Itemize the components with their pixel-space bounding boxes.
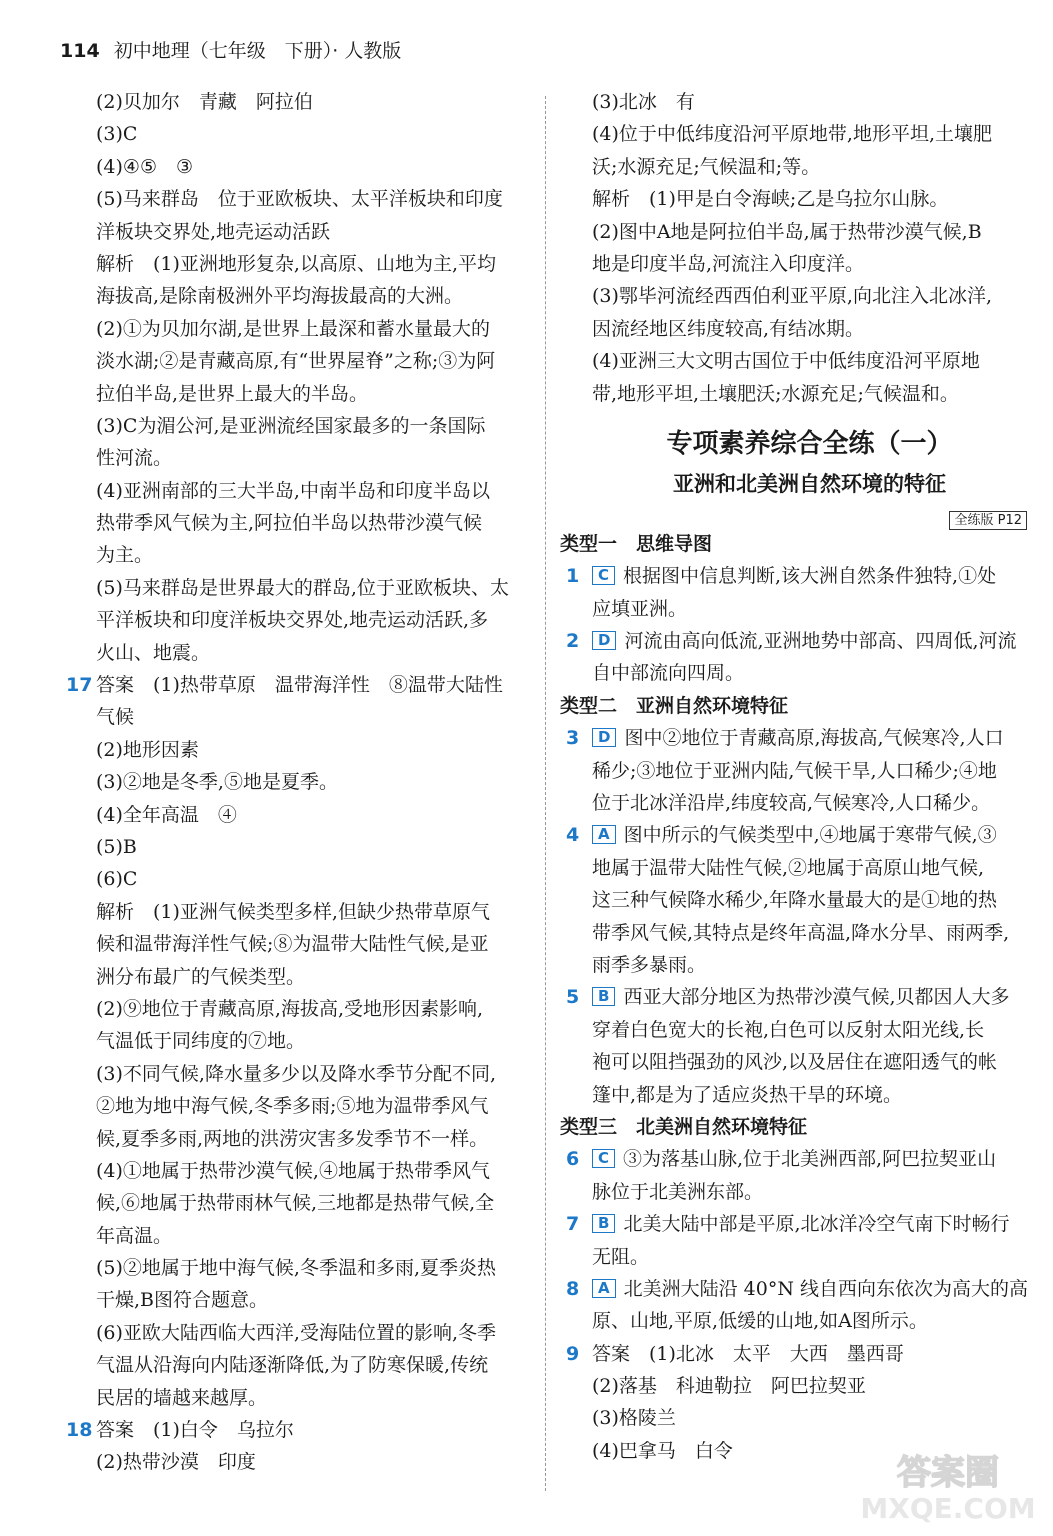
text-line: (2)地形因素 <box>96 738 199 761</box>
question-line <box>592 917 1027 949</box>
question-number: 2 <box>566 630 580 653</box>
section-subtitle: 亚洲和北美洲自然环境的特征 <box>673 471 946 496</box>
question-number: 1 <box>566 565 580 588</box>
question-line <box>566 722 1027 754</box>
answer-box: B <box>592 987 615 1006</box>
question-line <box>592 657 1027 689</box>
text-line: (4)亚洲三大文明古国位于中低纬度沿河平原地 <box>592 350 980 373</box>
text-line: 地是印度半岛,河流注入印度洋。 <box>592 252 865 275</box>
answer-box: A <box>592 1279 616 1298</box>
question-number: 5 <box>566 986 580 1009</box>
text-line: 洋板块交界处,地壳运动活跃 <box>96 220 331 243</box>
question-line <box>566 981 1027 1013</box>
text-line: (4)全年高温 ④ <box>96 803 237 826</box>
text-line: (2)热带沙漠 印度 <box>96 1451 256 1474</box>
text-line: 性河流。 <box>96 447 173 470</box>
question-line <box>592 787 1027 819</box>
text-line: 答案 (1)白令 乌拉尔 <box>96 1419 294 1442</box>
question-text: 稀少;③地位于亚洲内陆,气候干旱,人口稀少;④地 <box>592 759 997 782</box>
question-text: (4)巴拿马 白令 <box>592 1439 733 1462</box>
answer-box: C <box>592 1149 615 1168</box>
right-column <box>560 86 1028 1467</box>
answer-line <box>66 1414 536 1446</box>
question-number: 7 <box>566 1213 580 1236</box>
text-line: 火山、地震。 <box>96 641 211 664</box>
text-line: (6)C <box>96 868 138 891</box>
book-title: 初中地理（七年级 下册）· 人教版 <box>113 40 402 62</box>
text-line: 淡水湖;②是青藏高原,有“世界屋脊”之称;③为阿 <box>96 350 496 373</box>
question-line <box>566 625 1027 657</box>
question-line <box>592 593 1027 625</box>
question-line <box>566 819 1027 851</box>
svg-text:MXQE.COM: MXQE.COM <box>860 1492 1036 1525</box>
question-text: 自中部流向四周。 <box>592 662 745 685</box>
page-header <box>60 36 401 63</box>
text-line: ②地为地中海气候,冬季多雨;⑤地为温带季风气 <box>96 1095 489 1118</box>
type-heading: 类型二 亚洲自然环境特征 <box>560 694 789 717</box>
text-line: (5)马来群岛是世界最大的群岛,位于亚欧板块、太 <box>96 576 509 599</box>
question-line <box>592 1079 1027 1111</box>
svg-text:答案圈: 答案圈 <box>897 1453 999 1493</box>
section-title: 专项素养综合全练（一） <box>666 428 953 459</box>
type-heading: 类型三 北美洲自然环境特征 <box>560 1115 808 1138</box>
answer-box: B <box>592 1214 615 1233</box>
answer-box: C <box>592 566 615 585</box>
question-text: 篷中,都是为了适应炎热干旱的环境。 <box>592 1083 903 1106</box>
text-line: 气候 <box>96 706 135 729</box>
text-line: 年高温。 <box>96 1224 173 1247</box>
question-line <box>592 949 1027 981</box>
question-list <box>560 528 1028 1467</box>
text-line: (5)②地属于地中海气候,冬季温和多雨,夏季炎热 <box>96 1257 496 1280</box>
type-heading: 类型一 思维导图 <box>560 532 713 555</box>
text-line: (4)④⑤ ③ <box>96 155 194 178</box>
answer-box: D <box>592 728 616 747</box>
page-number: 114 <box>60 40 100 62</box>
question-text: (3)格陵兰 <box>592 1407 676 1430</box>
text-line: 因流经地区纬度较高,有结冰期。 <box>592 317 865 340</box>
text-line: 海拔高,是除南极洲外平均海拔最高的大洲。 <box>96 285 464 308</box>
text-line: 答案 (1)热带草原 温带海洋性 ⑧温带大陆性 <box>96 674 503 697</box>
text-line: 洲分布最广的气候类型。 <box>96 965 306 988</box>
analysis-line: 解析 (1)亚洲气候类型多样,但缺少热带草原气 <box>96 900 490 923</box>
text-line: 平洋板块和印度洋板块交界处,地壳运动活跃,多 <box>96 609 489 632</box>
question-text: 穿着白色宽大的长袍,白色可以反射太阳光线,长 <box>592 1018 985 1041</box>
question-text: 应填亚洲。 <box>592 597 688 620</box>
watermark-logo <box>853 1446 1043 1526</box>
question-line <box>592 1305 1027 1337</box>
text-line: (2)图中A地是阿拉伯半岛,属于热带沙漠气候,B <box>592 220 982 243</box>
question-text: 根据图中信息判断,该大洲自然条件独特,①处 <box>623 565 997 588</box>
text-line: (3)鄂毕河流经西西伯利亚平原,向北注入北冰洋, <box>592 285 992 308</box>
text-line: (5)马来群岛 位于亚欧板块、太平洋板块和印度 <box>96 188 503 211</box>
question-line <box>566 1208 1027 1240</box>
question-line <box>592 884 1027 916</box>
analysis-line: 解析 (1)亚洲地形复杂,以高原、山地为主,平均 <box>96 252 496 275</box>
text-line: (2)⑨地位于青藏高原,海拔高,受地形因素影响, <box>96 997 484 1020</box>
question-text: 带季风气候,其特点是终年高温,降水分旱、雨两季, <box>592 921 1010 944</box>
question-number: 4 <box>566 824 580 847</box>
text-line: (3)②地是冬季,⑤地是夏季。 <box>96 771 338 794</box>
question-text: 无阻。 <box>592 1245 650 1268</box>
question-line <box>592 852 1027 884</box>
text-line: (4)亚洲南部的三大半岛,中南半岛和印度半岛以 <box>96 479 490 502</box>
question-text: 地属于温带大陆性气候,②地属于高原山地气候, <box>592 856 985 879</box>
question-text: 雨季多暴雨。 <box>592 953 707 976</box>
edition-tag: 全练版 P12 <box>949 511 1027 530</box>
text-line: (3)北冰 有 <box>592 91 695 113</box>
analysis-line: 解析 (1)甲是白令海峡;乙是乌拉尔山脉。 <box>592 188 949 211</box>
text-line: 气温从沿海向内陆逐渐降低,为了防寒保暖,传统 <box>96 1354 489 1377</box>
question-text: 答案 (1)北冰 太平 大西 墨西哥 <box>592 1342 904 1365</box>
question-text: 图中②地位于青藏高原,海拔高,气候寒冷,人口 <box>624 727 1004 750</box>
answer-line <box>66 669 536 701</box>
question-text: 河流由高向低流,亚洲地势中部高、四周低,河流 <box>624 630 1017 653</box>
question-number: 8 <box>566 1277 580 1300</box>
text-line: 热带季风气候为主,阿拉伯半岛以热带沙漠气候 <box>96 512 483 535</box>
question-text: 图中所示的气候类型中,④地属于寒带气候,③ <box>623 824 997 847</box>
text-line: (2)①为贝加尔湖,是世界上最深和蓄水量最大的 <box>96 317 490 340</box>
text-line: 候,⑥地属于热带雨林气候,三地都是热带气候,全 <box>96 1192 495 1215</box>
question-text: 脉位于北美洲东部。 <box>592 1180 764 1203</box>
question-line <box>566 1273 1028 1305</box>
question-number: 6 <box>566 1148 580 1171</box>
question-line <box>592 1370 1027 1402</box>
text-line: 为主。 <box>96 544 154 567</box>
column-divider <box>545 96 546 1491</box>
question-text: 北美洲大陆沿 40°N 线自西向东依次为高大的高 <box>623 1277 1028 1300</box>
question-line <box>592 755 1027 787</box>
question-text: 位于北冰洋沿岸,纬度较高,气候寒冷,人口稀少。 <box>592 792 991 815</box>
question-line <box>592 1402 1027 1434</box>
text-line: 候,夏季多雨,两地的洪涝灾害多发季节不一样。 <box>96 1127 489 1150</box>
question-line <box>566 1338 1027 1370</box>
text-line: 气温低于同纬度的⑦地。 <box>96 1030 306 1053</box>
text-line: (3)不同气候,降水量多少以及降水季节分配不同, <box>96 1062 496 1085</box>
text-line: (4)①地属于热带沙漠气候,④地属于热带季风气 <box>96 1159 490 1182</box>
text-line: (3)C为湄公河,是亚洲流经国家最多的一条国际 <box>96 414 486 437</box>
text-line: (3)C <box>96 123 138 146</box>
text-line: 带,地形平坦,土壤肥沃;水源充足;气候温和。 <box>592 382 959 405</box>
question-text: 北美大陆中部是平原,北冰洋冷空气南下时畅行 <box>623 1213 1010 1236</box>
text-line: (6)亚欧大陆西临大西洋,受海陆位置的影响,冬季 <box>96 1321 496 1344</box>
text-line: (2)贝加尔 青藏 阿拉伯 <box>96 91 313 113</box>
text-line: 拉伯半岛,是世界上最大的半岛。 <box>96 382 369 405</box>
question-line <box>592 1176 1027 1208</box>
question-text: 原、山地,平原,低缓的山地,如A图所示。 <box>592 1310 928 1333</box>
question-line <box>592 1014 1027 1046</box>
answer-box: A <box>592 825 616 844</box>
edition-tag-row <box>592 502 1027 528</box>
question-line <box>592 1241 1027 1273</box>
question-text: (2)落基 科迪勒拉 阿巴拉契亚 <box>592 1375 866 1398</box>
question-number: 9 <box>566 1342 580 1365</box>
left-column <box>66 86 536 1479</box>
question-number: 3 <box>566 727 580 750</box>
text-line: 干燥,B图符合题意。 <box>96 1289 269 1312</box>
text-line: (4)位于中低纬度沿河平原地带,地形平坦,土壤肥 <box>592 123 992 146</box>
text-line: 候和温带海洋性气候;⑧为温带大陆性气候,是亚 <box>96 933 489 956</box>
question-text: 这三种气候降水稀少,年降水量最大的是①地的热 <box>592 889 998 912</box>
question-number-17: 17 <box>66 674 93 697</box>
answer-box: D <box>592 631 616 650</box>
text-line: (5)B <box>96 835 137 858</box>
text-line: 沃;水源充足;气候温和;等。 <box>592 155 821 178</box>
question-line <box>566 1143 1027 1175</box>
question-line <box>566 560 1027 592</box>
question-text: 袍可以阻挡强劲的风沙,以及居住在遮阳透气的帐 <box>592 1051 998 1074</box>
question-text: ③为落基山脉,位于北美洲西部,阿巴拉契亚山 <box>623 1148 997 1171</box>
text-line: 民居的墙越来越厚。 <box>96 1386 268 1409</box>
question-number-18: 18 <box>66 1419 93 1442</box>
question-text: 西亚大部分地区为热带沙漠气候,贝都因人大多 <box>623 986 1010 1009</box>
question-line <box>592 1046 1027 1078</box>
